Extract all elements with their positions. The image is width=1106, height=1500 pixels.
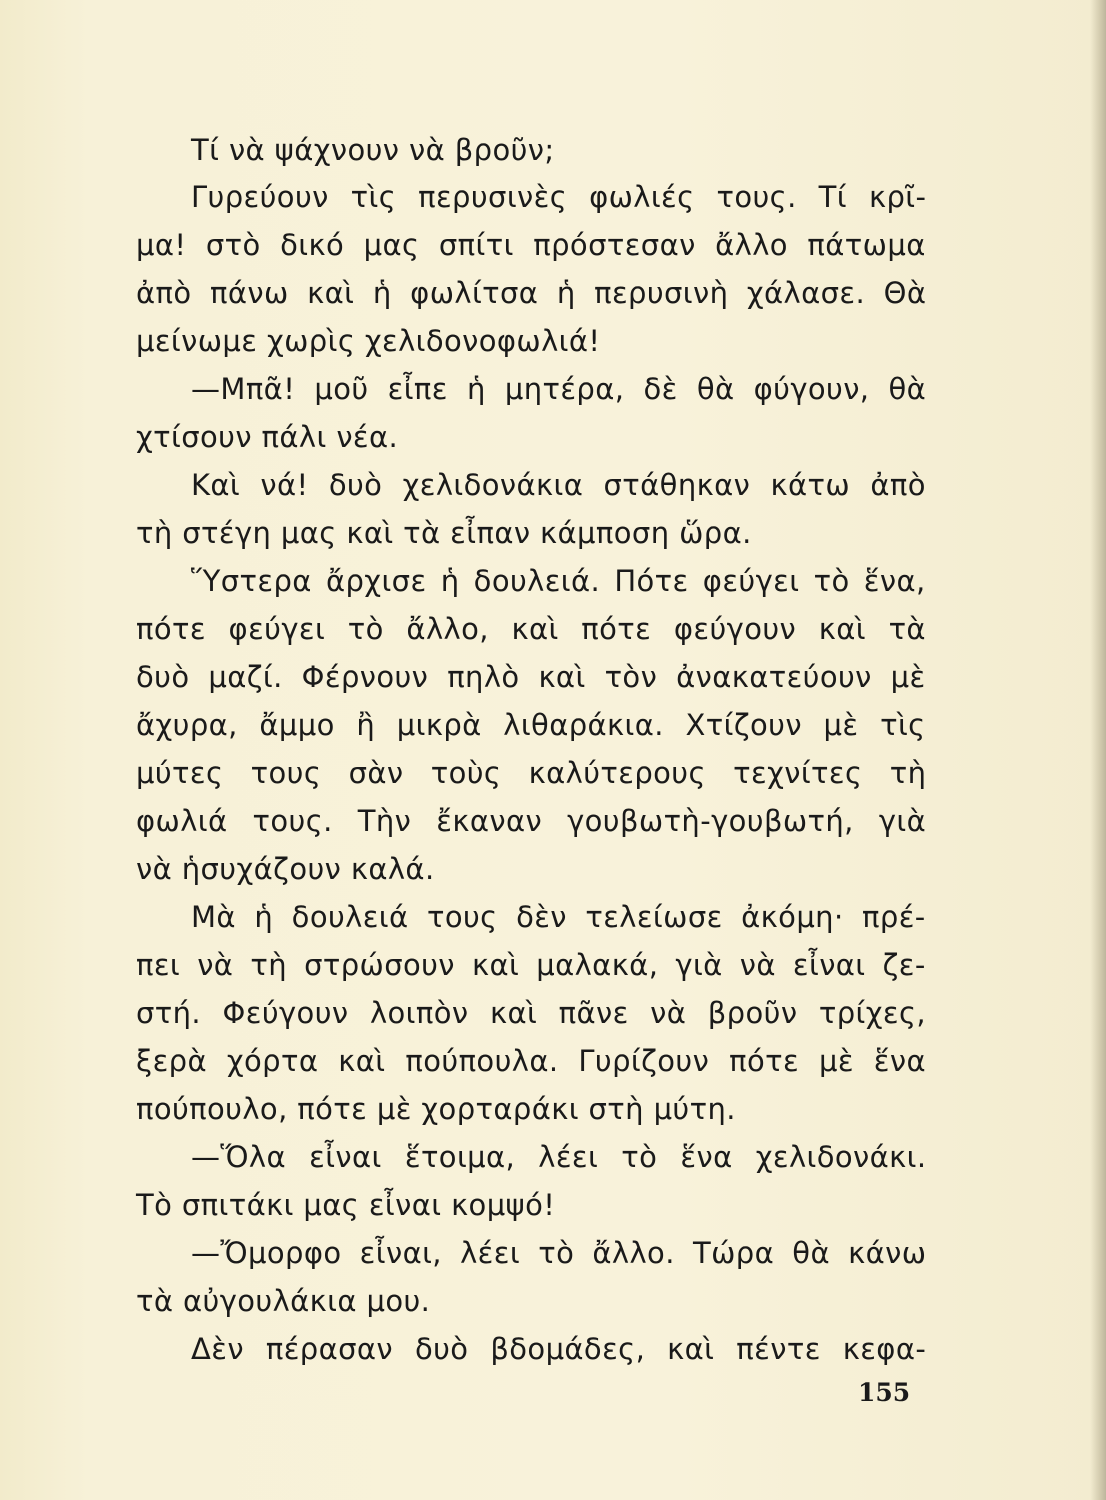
text-line: Καὶ νά! δυὸ χελιδονάκια στάθηκαν κάτω ἀπὸ — [191, 468, 926, 502]
text-line: δυὸ μαζί. Φέρνουν πηλὸ καὶ τὸν ἀνακατεύουν μὲ — [136, 660, 926, 694]
text-line: μύτες τους σὰν τοὺς καλύτερους τεχνίτες τὴ — [136, 756, 927, 790]
text-line: —Μπᾶ! μοῦ εἶπε ἡ μητέρα, δὲ θὰ φύγουν, θὰ — [191, 372, 927, 406]
text-line: φωλιά τους. Τὴν ἔκαναν γουβωτὴ-γουβωτή, γιὰ — [136, 804, 927, 838]
text-line: τὴ στέγη μας καὶ τὰ εἶπαν κάμποση ὥρα. — [136, 516, 752, 550]
text-line: Ὕστερα ἄρχισε ἡ δουλειά. Πότε φεύγει τὸ ἕνα, — [191, 564, 926, 598]
text-line: —Ὅλα εἶναι ἕτοιμα, λέει τὸ ἕνα χελιδονάκι. — [191, 1140, 927, 1174]
text-line: Δὲν πέρασαν δυὸ βδομάδες, καὶ πέντε κεφα- — [191, 1332, 927, 1366]
page-number: 155 — [858, 1378, 911, 1407]
text-line: πει νὰ τὴ στρώσουν καὶ μαλακά, γιὰ νὰ εἶναι ζε- — [136, 948, 926, 982]
page-binding-edge — [1090, 0, 1106, 1500]
text-line: ἄχυρα, ἄμμο ἢ μικρὰ λιθαράκια. Χτίζουν μὲ τὶς — [136, 708, 926, 742]
text-line: χτίσουν πάλι νέα. — [136, 420, 399, 454]
text-line: μείνωμε χωρὶς χελιδονοφωλιά! — [136, 324, 601, 358]
text-line: Μὰ ἡ δουλειά τους δὲν τελείωσε ἀκόμη· πρέ- — [191, 900, 926, 934]
text-line: ἀπὸ πάνω καὶ ἡ φωλίτσα ἡ περυσινὴ χάλασε. Θὰ — [136, 276, 927, 310]
text-line: πότε φεύγει τὸ ἄλλο, καὶ πότε φεύγουν καὶ τὰ — [136, 612, 926, 646]
text-line: ξερὰ χόρτα καὶ πούπουλα. Γυρίζουν πότε μὲ ἕνα — [136, 1044, 926, 1078]
text-line: τὰ αὐγουλάκια μου. — [136, 1284, 431, 1318]
text-line: Τί νὰ ψάχνουν νὰ βροῦν; — [191, 133, 555, 167]
text-line: Γυρεύουν τὶς περυσινὲς φωλιές τους. Τί κρῖ- — [191, 180, 927, 214]
text-line: μα! στὸ δικό μας σπίτι πρόστεσαν ἄλλο πάτωμα — [136, 228, 926, 262]
text-line: στή. Φεύγουν λοιπὸν καὶ πᾶνε νὰ βροῦν τρίχες, — [136, 996, 927, 1030]
text-line: —Ὄμορφο εἶναι, λέει τὸ ἄλλο. Τώρα θὰ κάνω — [191, 1236, 927, 1270]
text-line: Τὸ σπιτάκι μας εἶναι κομψό! — [136, 1188, 556, 1222]
text-line: πούπουλο, πότε μὲ χορταράκι στὴ μύτη. — [136, 1092, 736, 1126]
text-line: νὰ ἡσυχάζουν καλά. — [136, 852, 435, 886]
